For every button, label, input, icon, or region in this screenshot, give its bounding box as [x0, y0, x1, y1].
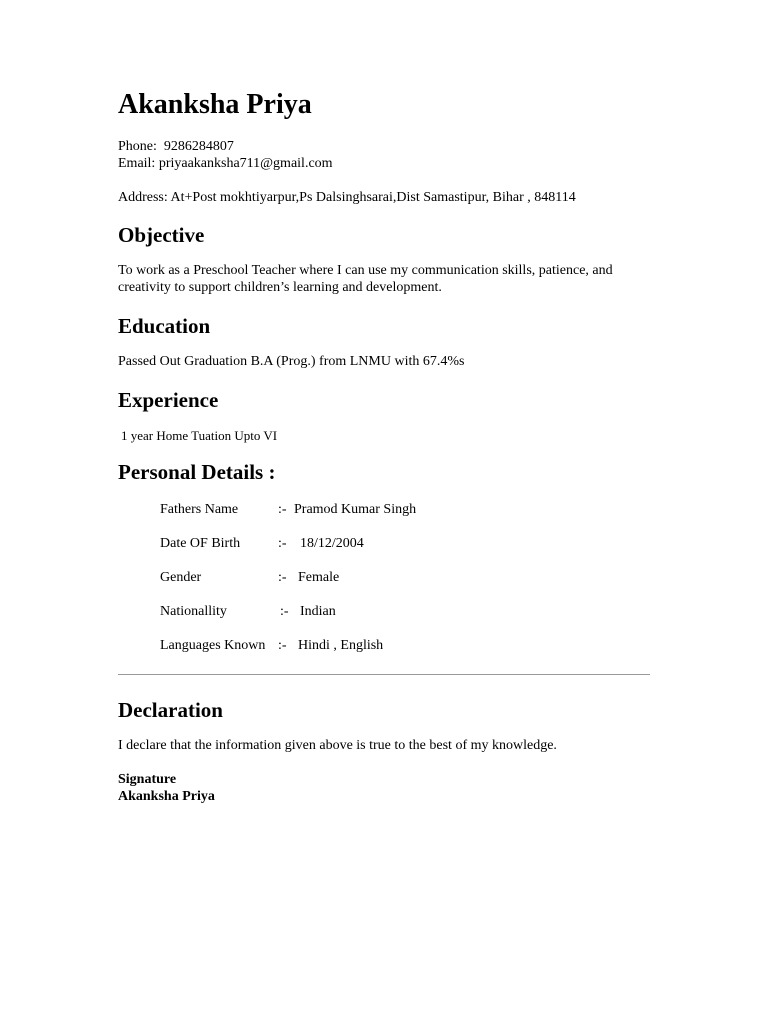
email-value: priyaakanksha711@gmail.com	[158, 156, 333, 171]
address-line	[118, 189, 658, 206]
objective-text: To work as a Preschool Teacher where I can use my communication skills, patience, and creativity to support children’s learning and development.	[118, 263, 613, 295]
candidate-name: Akanksha Priya	[118, 89, 312, 120]
detail-value: Pramod Kumar Singh	[294, 502, 417, 517]
education-text: Passed Out Graduation B.A (Prog.) from LNMU with 67.4%s	[118, 354, 465, 369]
signature-block	[118, 771, 658, 805]
detail-label: Date OF Birth	[160, 536, 241, 551]
section-divider	[118, 674, 650, 675]
detail-value: Female	[298, 570, 340, 585]
personal-details-list	[118, 501, 658, 671]
address-label: Address:	[118, 190, 168, 205]
detail-label: Fathers Name	[160, 502, 239, 517]
experience-section	[118, 387, 658, 444]
detail-separator: :-	[280, 604, 289, 619]
declaration-heading: Declaration	[118, 698, 223, 722]
detail-separator: :-	[278, 638, 287, 653]
experience-heading: Experience	[118, 388, 219, 412]
personal-details-heading: Personal Details :	[118, 460, 276, 484]
detail-separator: :-	[278, 536, 287, 551]
declaration-section	[118, 697, 658, 805]
signature-label: Signature	[118, 772, 177, 787]
resume-page	[118, 88, 658, 805]
detail-row-fathers-name	[160, 501, 658, 535]
detail-separator: :-	[278, 502, 287, 517]
detail-row-gender	[160, 569, 658, 603]
objective-heading: Objective	[118, 223, 205, 247]
personal-details-section	[118, 459, 658, 671]
declaration-text: I declare that the information given above is true to the best of my knowledge.	[118, 738, 557, 753]
phone-value: 9286284807	[163, 139, 234, 154]
education-heading: Education	[118, 314, 211, 338]
detail-value: Indian	[300, 604, 336, 619]
email-line	[118, 155, 658, 172]
education-section	[118, 313, 658, 370]
detail-value: Hindi , English	[298, 638, 384, 653]
address-value: At+Post mokhtiyarpur,Ps Dalsinghsarai,Dist Samastipur, Bihar , 848114	[170, 190, 576, 205]
objective-section	[118, 222, 658, 296]
phone-line	[118, 138, 658, 155]
detail-row-languages	[160, 637, 658, 671]
detail-value: 18/12/2004	[300, 536, 364, 551]
detail-label: Languages Known	[160, 638, 266, 653]
detail-row-date-of-birth	[160, 535, 658, 569]
detail-label: Nationallity	[160, 604, 227, 619]
detail-row-nationality	[160, 603, 658, 637]
experience-text: 1 year Home Tuation Upto VI	[121, 428, 278, 443]
detail-separator: :-	[278, 570, 287, 585]
detail-label: Gender	[160, 570, 202, 585]
phone-label: Phone:	[118, 139, 157, 154]
contact-block	[118, 138, 658, 172]
signature-name: Akanksha Priya	[118, 789, 215, 804]
email-label: Email:	[118, 156, 156, 171]
